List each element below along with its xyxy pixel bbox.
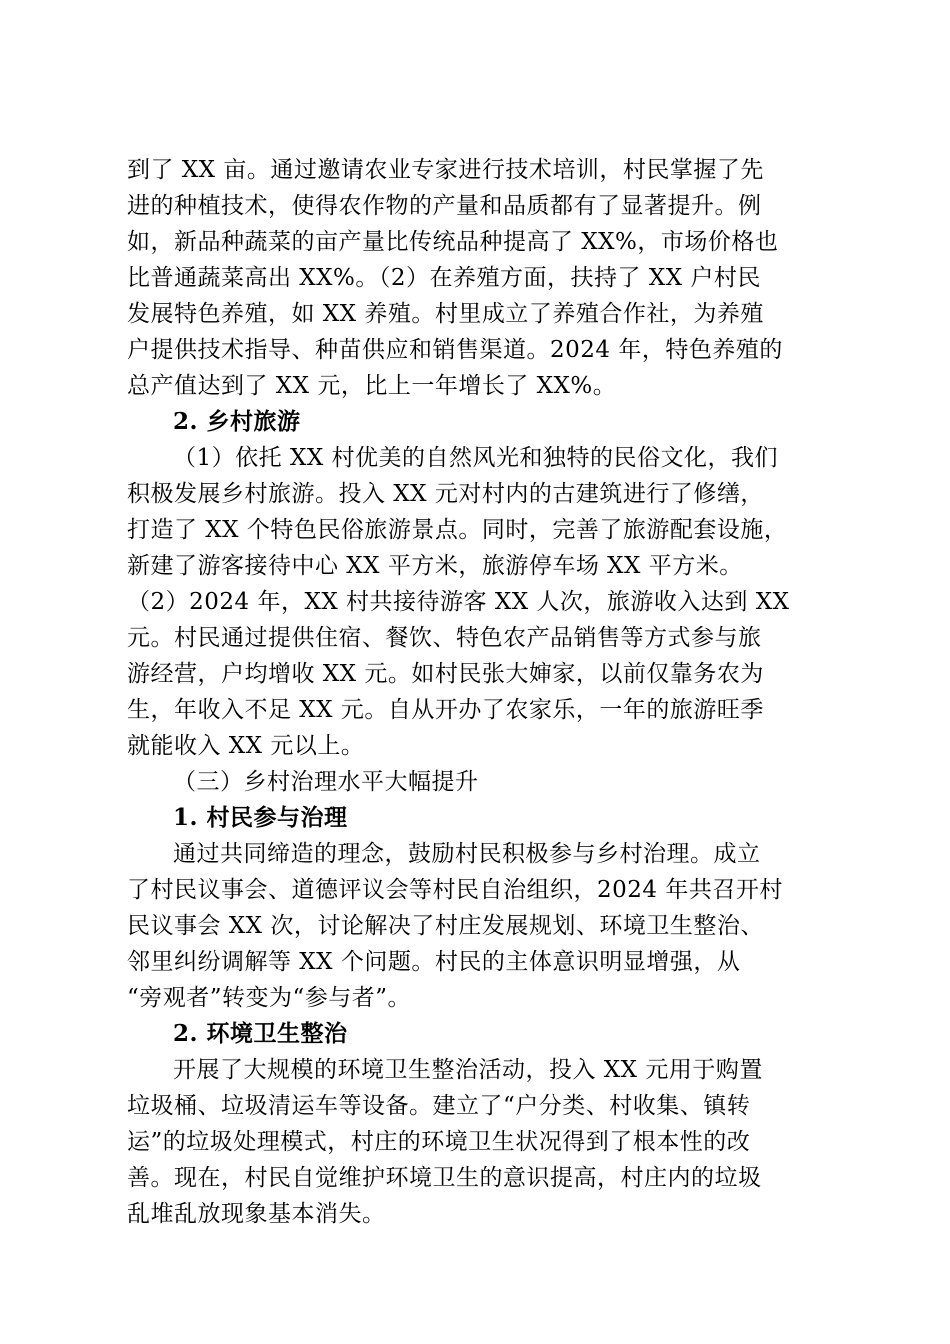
paragraph-line: “旁观者”转变为“参与者”。: [127, 985, 412, 1011]
paragraph-line: 新建了游客接待中心 XX 平方米，旅游停车场 XX 平方米。: [127, 553, 743, 579]
subheading: 2. 环境卫生整治: [173, 1020, 348, 1047]
subheading: 2. 乡村旅游: [173, 408, 301, 435]
paragraph-line: 垃圾桶、垃圾清运车等设备。建立了“户分类、村收集、镇转: [127, 1093, 751, 1119]
paragraph-line: 善。现在，村民自觉维护环境卫生的意识提高，村庄内的垃圾: [127, 1165, 762, 1191]
subheading: 1. 村民参与治理: [173, 804, 348, 831]
section-heading: （三）乡村治理水平大幅提升: [173, 769, 479, 795]
paragraph-line: 进的种植技术，使得农作物的产量和品质都有了显著提升。例: [127, 193, 762, 219]
paragraph-line: 户提供技术指导、种苗供应和销售渠道。2024 年，特色养殖的: [127, 337, 783, 363]
paragraph-line: 比普通蔬菜高出 XX%。（2）在养殖方面，扶持了 XX 户村民: [127, 265, 761, 291]
paragraph-line: 总产值达到了 XX 元，比上一年增长了 XX%。: [127, 373, 617, 399]
paragraph-line: 打造了 XX 个特色民俗旅游景点。同时，完善了旅游配套设施，: [127, 517, 788, 543]
paragraph-line: 就能收入 XX 元以上。: [127, 733, 365, 759]
paragraph-line: 邻里纠纷调解等 XX 个问题。村民的主体意识明显增强，从: [127, 949, 741, 975]
paragraph-line: （2）2024 年，XX 村共接待游客 XX 人次，旅游收入达到 XX: [127, 589, 790, 615]
paragraph-line: 发展特色养殖，如 XX 养殖。村里成立了养殖合作社，为养殖: [127, 301, 764, 327]
paragraph-line: 如，新品种蔬菜的亩产量比传统品种提高了 XX%，市场价格也: [127, 229, 779, 255]
paragraph-line: 生，年收入不足 XX 元。自从开办了农家乐，一年的旅游旺季: [127, 697, 764, 723]
paragraph-line: 乱堆乱放现象基本消失。: [127, 1201, 386, 1227]
paragraph-line: 通过共同缔造的理念，鼓励村民积极参与乡村治理。成立: [173, 841, 761, 867]
paragraph-line: 运”的垃圾处理模式，村庄的环境卫生状况得到了根本性的改: [127, 1129, 751, 1155]
paragraph-line: 游经营，户均增收 XX 元。如村民张大婶家，以前仅靠务农为: [127, 661, 764, 687]
paragraph-line: 元。村民通过提供住宿、餐饮、特色农产品销售等方式参与旅: [127, 625, 762, 651]
paragraph-line: 了村民议事会、道德评议会等村民自治组织，2024 年共召开村: [127, 877, 783, 903]
paragraph-line: 积极发展乡村旅游。投入 XX 元对村内的古建筑进行了修缮，: [127, 481, 764, 507]
paragraph-line: 开展了大规模的环境卫生整治活动，投入 XX 元用于购置: [173, 1057, 763, 1083]
paragraph-line: （1）依托 XX 村优美的自然风光和独特的民俗文化，我们: [173, 445, 779, 471]
paragraph-line: 民议事会 XX 次，讨论解决了村庄发展规划、环境卫生整治、: [127, 913, 764, 939]
paragraph-line: 到了 XX 亩。通过邀请农业专家进行技术培训，村民掌握了先: [127, 157, 764, 183]
